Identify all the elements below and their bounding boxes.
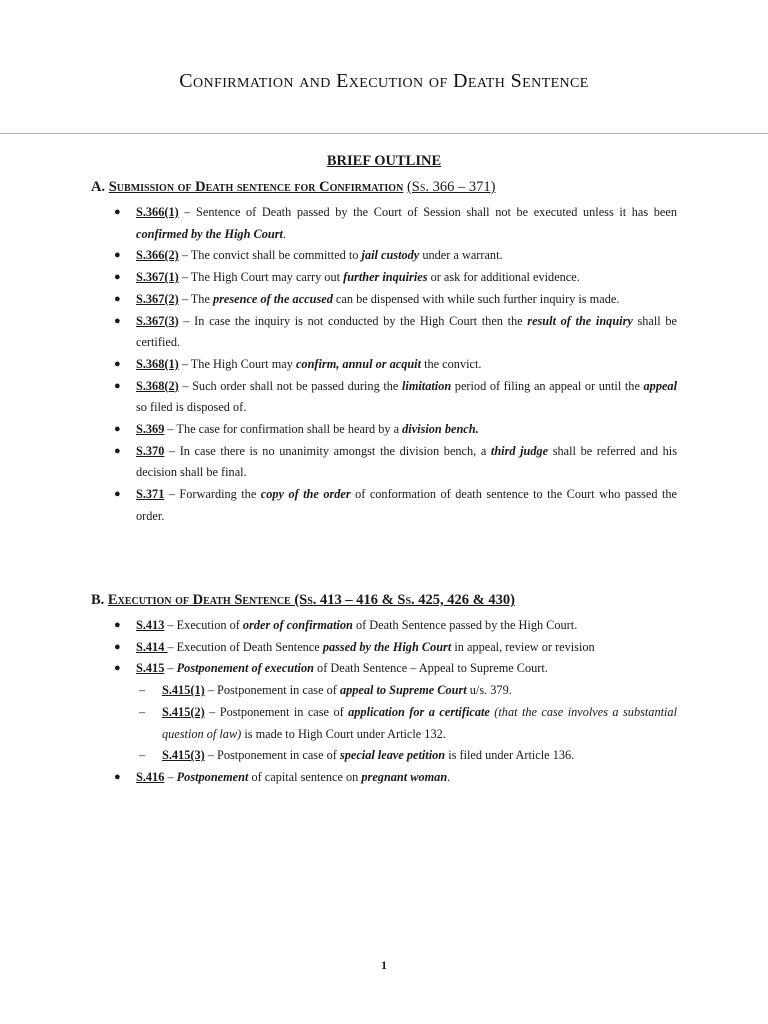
- item-text: can be dispensed with while such further inquiry is made.: [332, 291, 620, 306]
- item-text: –: [164, 661, 177, 676]
- list-item: [114, 267, 677, 289]
- section-ref: S.367(1): [136, 270, 179, 285]
- item-text: – The case for confirmation shall be heard by a: [164, 422, 403, 437]
- section-ref: S.415: [136, 661, 165, 676]
- bullet-icon: ●: [114, 619, 121, 631]
- section-b-heading: [91, 592, 691, 609]
- section-ref: S.366(2): [136, 248, 179, 263]
- item-emphasis: special leave petition: [339, 748, 446, 763]
- section-a-title: Submission of Death sentence for Confirmation: [108, 179, 404, 195]
- sub-list: [136, 680, 677, 767]
- section-ref: S.368(1): [136, 356, 179, 371]
- bullet-icon: ●: [114, 662, 121, 675]
- item-emphasis: order of confirmation: [242, 618, 353, 632]
- section-b-title: Execution of Death Sentence (Ss. 413 – 416 & Ss. 425, 426 & 430): [107, 592, 515, 608]
- item-text: u/s. 379.: [466, 683, 512, 698]
- item-text: so filed is disposed of.: [136, 400, 247, 415]
- item-text: or ask for additional evidence.: [427, 270, 580, 285]
- item-emphasis: passed by the High Court: [322, 639, 452, 654]
- item-text: .: [447, 769, 451, 784]
- section-ref: S.416: [136, 769, 165, 784]
- item-text: – Execution of Death Sentence: [167, 639, 323, 654]
- item-text: under a warrant.: [419, 248, 503, 263]
- item-text: shall be certified.: [136, 313, 677, 350]
- item-emphasis: Postponement: [176, 769, 249, 784]
- item-text: – The High Court may carry out: [178, 270, 344, 285]
- section-ref: S.368(2): [136, 378, 179, 393]
- section-b-list: [114, 615, 677, 789]
- item-emphasis: confirmed by the High Court: [136, 226, 283, 241]
- item-text: period of filing an appeal or until the: [451, 378, 644, 393]
- title-divider: [0, 133, 768, 134]
- section-ref: S.371: [136, 487, 165, 502]
- section-ref: S.367(2): [136, 291, 179, 306]
- item-text: .: [282, 226, 286, 241]
- item-text: – Postponement in case of: [204, 748, 340, 763]
- item-emphasis: jail custody: [361, 248, 420, 263]
- section-ref: S.415(3): [162, 748, 205, 763]
- section-a-list: [114, 202, 677, 528]
- list-item: [114, 484, 677, 527]
- list-item: [114, 289, 677, 311]
- bullet-icon: ●: [114, 249, 121, 262]
- item-emphasis: appeal to Supreme Court: [339, 683, 467, 698]
- bullet-icon: ●: [114, 770, 121, 783]
- item-emphasis: copy of the order: [260, 487, 351, 502]
- document-title: Confirmation and Execution of Death Sentence: [179, 70, 589, 92]
- section-ref: S.369: [136, 422, 165, 437]
- sub-list-item: [136, 702, 677, 745]
- bullet-icon: ●: [114, 314, 121, 327]
- item-text: of Death Sentence passed by the High Court.: [352, 618, 578, 632]
- bullet-icon: ●: [114, 271, 121, 284]
- list-item: [114, 419, 677, 441]
- item-text: – In case there is no unanimity amongst the division bench, a: [164, 443, 491, 458]
- section-ref: S.366(1): [136, 205, 179, 219]
- item-text: – The convict shall be committed to: [178, 248, 362, 263]
- bullet-icon: ●: [114, 357, 121, 370]
- sub-list-item: [136, 680, 677, 702]
- section-b-letter: B.: [91, 592, 105, 608]
- item-emphasis: confirm, annul or acquit: [295, 356, 422, 371]
- item-text: in appeal, review or revision: [451, 639, 595, 654]
- sub-list-item: [136, 745, 677, 767]
- section-ref: S.415(2): [162, 704, 205, 719]
- list-item: [114, 311, 677, 354]
- dash-icon: –: [139, 748, 146, 763]
- item-text: – Sentence of Death passed by the Court of Session shall not be executed unless it has been: [178, 205, 677, 219]
- item-text: – The: [178, 291, 213, 306]
- item-emphasis: appeal: [643, 378, 677, 393]
- list-item: [114, 245, 677, 267]
- item-text: – Such order shall not be passed during the: [178, 378, 402, 393]
- item-text: – In case the inquiry is not conducted by the High Court then the: [178, 313, 528, 328]
- outline-heading: BRIEF OUTLINE: [326, 153, 442, 169]
- item-emphasis: application for a certificate: [348, 704, 490, 719]
- bullet-icon: ●: [114, 423, 121, 436]
- item-text: is filed under Article 136.: [445, 748, 575, 763]
- section-a-heading: [91, 179, 691, 196]
- list-item: [114, 637, 677, 659]
- item-text: is made to High Court under Article 132.: [241, 726, 446, 741]
- list-item: [114, 658, 677, 767]
- item-text: –: [164, 769, 177, 784]
- item-emphasis: Postponement of execution: [176, 661, 314, 676]
- item-emphasis: division bench.: [402, 422, 479, 437]
- list-item: [114, 202, 677, 245]
- item-text: – The High Court may: [178, 356, 296, 371]
- item-text: – Forwarding the: [164, 487, 261, 502]
- bullet-icon: ●: [114, 379, 121, 392]
- list-item: [114, 441, 677, 484]
- section-ref: S.415(1): [162, 683, 205, 698]
- list-item: [114, 767, 677, 789]
- section-a-letter: A.: [91, 179, 106, 195]
- dash-icon: –: [139, 704, 146, 719]
- item-text: of capital sentence on: [248, 769, 362, 784]
- bullet-icon: ●: [114, 292, 121, 305]
- bullet-icon: ●: [114, 488, 121, 501]
- bullet-icon: ●: [114, 640, 121, 653]
- dash-icon: –: [139, 683, 146, 698]
- item-text: the convict.: [421, 356, 482, 371]
- item-emphasis: further inquiries: [343, 270, 428, 285]
- item-text: – Execution of: [164, 618, 243, 632]
- item-emphasis: presence of the accused: [212, 291, 333, 306]
- item-text: – Postponement in case of: [204, 704, 349, 719]
- section-ref: S.413: [136, 618, 165, 632]
- section-a-ref: (Ss. 366 – 371): [406, 179, 496, 195]
- item-emphasis: pregnant woman: [361, 769, 448, 784]
- bullet-icon: ●: [114, 444, 121, 457]
- list-item: [114, 376, 677, 419]
- item-text: shall be referred and his decision shall be final.: [136, 443, 677, 480]
- item-emphasis: limitation: [401, 378, 452, 393]
- section-ref: S.367(3): [136, 313, 179, 328]
- section-ref: S.370: [136, 443, 165, 458]
- item-emphasis: result of the inquiry: [527, 313, 633, 328]
- item-text: of conformation of death sentence to the Court who passed the order.: [136, 487, 678, 523]
- item-text: of Death Sentence – Appeal to Supreme Court.: [313, 661, 548, 676]
- item-italic: (that the case involves a substantial question of law): [162, 704, 677, 741]
- section-ref: S.414: [136, 639, 168, 654]
- item-emphasis: third judge: [490, 443, 549, 458]
- list-item: [114, 354, 677, 376]
- list-item: [114, 615, 677, 637]
- bullet-icon: ●: [114, 206, 121, 218]
- item-text: – Postponement in case of: [204, 683, 340, 698]
- page-number: 1: [381, 958, 387, 972]
